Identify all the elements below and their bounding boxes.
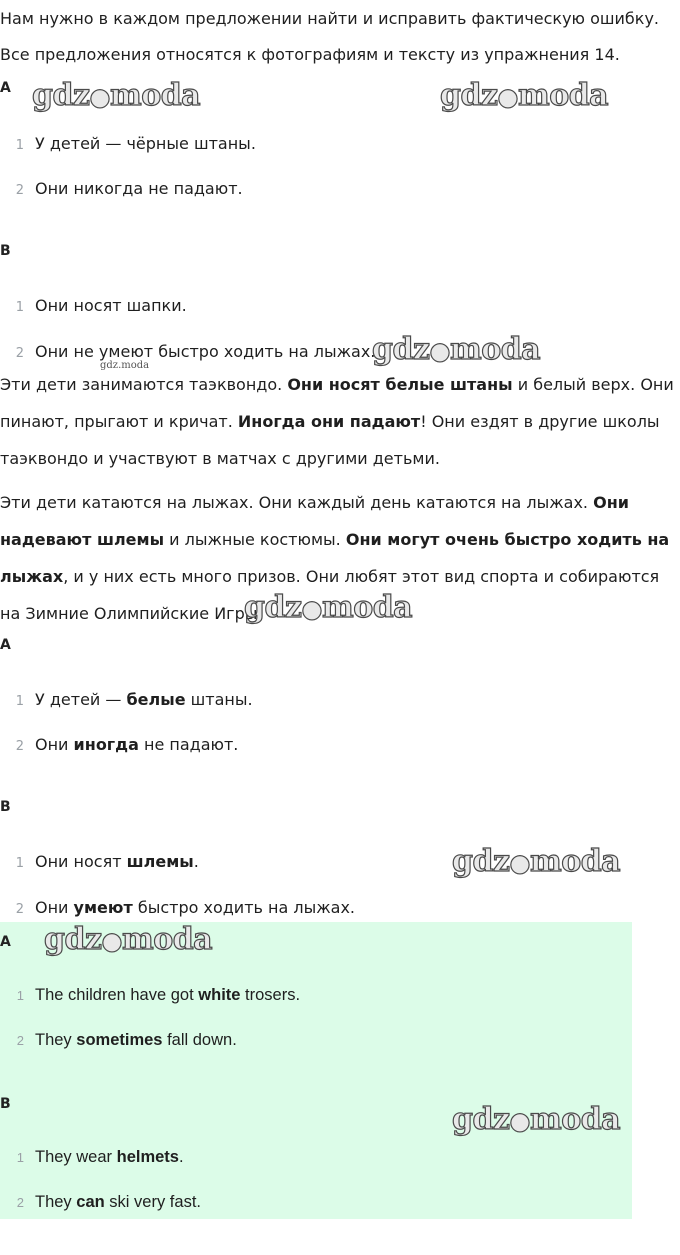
answer-ru-b-item-1: 1 Они носят шлемы. — [0, 852, 199, 871]
answer-ru-a-item-1: 1 У детей — белые штаны. — [0, 690, 253, 709]
intro-line-2: Все предложения относятся к фотографиям и тексту из упражнения 14. — [0, 45, 620, 64]
answer-ru-section-b-letter: B — [0, 799, 11, 815]
item-number: 2 — [16, 1195, 24, 1210]
item-number: 2 — [15, 346, 24, 361]
watermark-logo: gdz●moda — [32, 78, 201, 113]
watermark-logo: gdz●moda — [452, 1102, 621, 1137]
item-number: 1 — [15, 856, 24, 871]
watermark-small: gdz.moda — [100, 360, 150, 371]
task-b-item-2: 2 Они не умеют быстро ходить на лыжах. — [0, 342, 375, 361]
task-a-item-1: 1 У детей — чёрные штаны. — [0, 134, 256, 153]
task-a-item-2: 2 Они никогда не падают. — [0, 179, 243, 198]
item-number: 2 — [15, 739, 24, 754]
item-number: 1 — [16, 1150, 24, 1165]
item-number: 1 — [16, 988, 24, 1003]
text-paragraph-2: Эти дети катаются на лыжах. Они каждый день катаются на лыжах. Они надевают шлемы и лыжные костюмы. Они могут очень быстро ходить на лыжах, и у них есть много призов. Они любят этот вид спорта и собираются на Зимние Олимпийские Игры. — [0, 493, 670, 623]
watermark-logo: gdz●moda — [440, 78, 609, 113]
english-answer-block — [0, 922, 632, 1219]
answer-en-section-b-letter: B — [0, 1096, 11, 1112]
watermark-logo: gdz●moda — [452, 844, 621, 879]
watermark-logo: gdz●moda — [244, 590, 413, 625]
intro-line-1: Нам нужно в каждом предложении найти и исправить фактическую ошибку. — [0, 9, 660, 28]
item-number: 1 — [15, 694, 24, 709]
answer-ru-a-item-2: 2 Они иногда не падают. — [0, 735, 238, 754]
answer-en-a-item-1: 1 The children have got white trosers. — [0, 986, 300, 1005]
item-number: 2 — [15, 183, 24, 198]
watermark-logo: gdz●moda — [44, 922, 213, 957]
answer-en-b-item-1: 1 They wear helmets. — [0, 1148, 184, 1167]
item-number: 2 — [16, 1033, 24, 1048]
item-number: 2 — [15, 902, 24, 917]
text-paragraph-1: Эти дети занимаются таэквондо. Они носят белые штаны и белый верх. Они пинают, прыгают и кричат. Иногда они падают! Они ездят в другие школы таэквондо и участвуют в матчах с другими детьми. — [0, 375, 674, 468]
answer-ru-section-a-letter: A — [0, 637, 11, 653]
task-section-a-letter: A — [0, 80, 11, 96]
task-section-b-letter: B — [0, 243, 11, 259]
watermark-logo: gdz●moda — [372, 332, 541, 367]
answer-en-b-item-2: 2 They can ski very fast. — [0, 1193, 201, 1212]
task-b-item-1: 1 Они носят шапки. — [0, 296, 187, 315]
answer-en-a-item-2: 2 They sometimes fall down. — [0, 1031, 237, 1050]
item-number: 1 — [15, 300, 24, 315]
answer-en-section-a-letter: A — [0, 934, 11, 950]
item-number: 1 — [15, 138, 24, 153]
answer-ru-b-item-2: 2 Они умеют быстро ходить на лыжах. — [0, 898, 355, 917]
